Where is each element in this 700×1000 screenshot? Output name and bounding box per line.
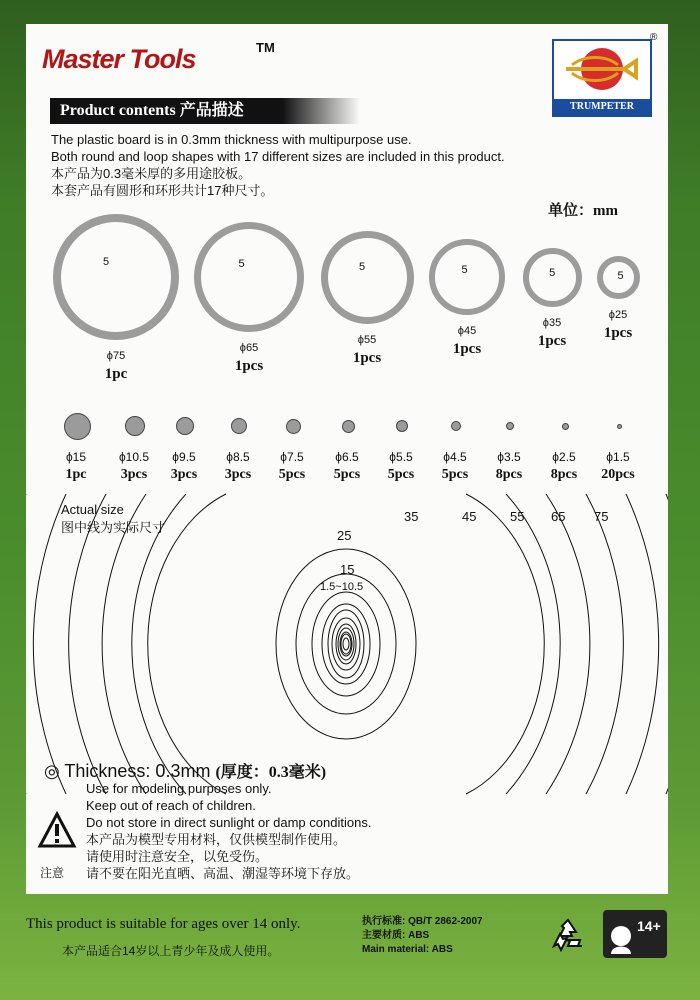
ring-diameter-label: ϕ35	[542, 316, 562, 329]
ring-width-label: 5	[238, 258, 245, 271]
warning-label: 注意	[40, 866, 65, 880]
disc-count: 5pcs	[387, 467, 415, 482]
ring-diameter-label: ϕ65	[239, 342, 259, 354]
disc-size-label: ϕ6.5	[335, 450, 359, 464]
ring-width-label: 5	[103, 255, 110, 268]
actual-size-label: 45	[462, 509, 477, 524]
disc-size-label: ϕ10.5	[118, 450, 150, 464]
actual-size-label: 1.5~10.5	[320, 581, 364, 593]
spec-material-en: Main material: ABS	[362, 944, 453, 955]
disc-size-label: ϕ8.5	[226, 450, 250, 464]
actual-size-label: 15	[340, 562, 355, 577]
ring-width-label: 5	[617, 269, 624, 282]
age-warning-cn: 本产品适合14岁以上青少年及成人使用。	[62, 944, 280, 958]
warning-line-1: Use for modeling purposes only.	[86, 781, 272, 796]
ring-count: 1pcs	[537, 332, 567, 349]
warning-line-6: 请不要在阳光直晒、高温、潮湿等环境下存放。	[86, 866, 360, 881]
ring-width-label: 5	[461, 264, 468, 277]
warning-text	[86, 780, 371, 882]
age-text: 14+	[637, 918, 661, 934]
ring-width-label: 5	[549, 266, 556, 279]
registered-mark: ®	[650, 32, 658, 43]
ring-count: 1pcs	[452, 341, 482, 357]
intro-line-4: 本套产品有圆形和环形共计17种尺寸。	[51, 183, 274, 198]
age-badge	[603, 910, 667, 958]
ring-count: 1pcs	[234, 358, 264, 374]
intro-line-2: Both round and loop shapes with 17 different sizes are included in this product.	[51, 149, 505, 164]
actual-size-label: 35	[404, 509, 419, 524]
warning-icon	[36, 810, 78, 852]
ring-diameter-label: ϕ75	[106, 350, 126, 362]
size-circle	[296, 574, 396, 714]
disc-count: 1pc	[65, 467, 87, 482]
target-icon: ◎	[44, 761, 60, 781]
disc-count: 3pcs	[120, 467, 148, 482]
thickness-cn: (厚度：0.3毫米)	[215, 764, 327, 781]
thickness-en: Thickness: 0.3mm	[64, 761, 211, 781]
disc-count: 8pcs	[495, 467, 523, 482]
disc-count: 20pcs	[601, 467, 635, 482]
ring-diameter-label: ϕ25	[608, 308, 628, 321]
brand-logo: Master Tools	[42, 44, 196, 74]
size-circle	[322, 604, 370, 684]
ring-diameter-label: ϕ45	[457, 325, 477, 337]
disc-count: 5pcs	[441, 467, 469, 482]
ring-count: 1pcs	[603, 324, 633, 341]
trademark-mark: TM	[256, 40, 275, 55]
ring-count: 1pcs	[352, 349, 382, 366]
spec-standard: 执行标准: QB/T 2862-2007	[362, 916, 483, 927]
thickness-line	[44, 759, 326, 782]
disc-count: 3pcs	[224, 467, 252, 482]
warning-line-2: Keep out of reach of children.	[86, 798, 256, 813]
actual-size-label: 55	[510, 509, 525, 524]
disc-size-label: ϕ2.5	[552, 450, 576, 464]
actual-size-en: Actual size	[61, 502, 124, 517]
disc-size-label: ϕ4.5	[443, 450, 467, 464]
disc-size-label: ϕ1.5	[606, 450, 630, 464]
disc-count: 5pcs	[333, 467, 361, 482]
intro-line-3: 本产品为0.3毫米厚的多用途胶板。	[51, 166, 252, 181]
disc-size-label: ϕ3.5	[497, 450, 521, 464]
actual-size-cn: 图中线为实际尺寸	[61, 520, 166, 535]
actual-size-label: 25	[337, 528, 352, 543]
size-circle	[343, 638, 349, 650]
size-circle	[276, 549, 416, 739]
warning-line-3: Do not store in direct sunlight or damp conditions.	[86, 815, 372, 830]
ring-count: 1pc	[104, 366, 128, 382]
warning-line-4: 本产品为模型专用材料，仅供模型制作使用。	[86, 832, 347, 847]
ring-width-label: 5	[358, 261, 366, 274]
disc-size-label: ϕ15	[65, 450, 87, 464]
size-circle	[328, 610, 364, 678]
disc-count: 5pcs	[278, 467, 306, 482]
disc-size-label: ϕ9.5	[172, 450, 196, 464]
size-circle	[340, 632, 352, 656]
actual-size-label: 65	[551, 509, 566, 524]
ring-diameter-label: ϕ55	[357, 333, 377, 346]
unit-label: 单位：mm	[548, 203, 618, 219]
disc-count: 8pcs	[550, 467, 578, 482]
recycle-icon	[546, 916, 590, 956]
age-warning-en: This product is suitable for ages over 14 only.	[26, 916, 301, 932]
product-sheet	[26, 24, 668, 894]
section-title: Product contents 产品描述	[50, 98, 360, 124]
actual-size-label: 75	[594, 509, 609, 524]
disc-size-label: ϕ5.5	[389, 450, 413, 464]
intro-line-1: The plastic board is in 0.3mm thickness with multipurpose use.	[51, 132, 412, 147]
size-circle	[336, 624, 356, 664]
disc-count: 3pcs	[170, 467, 198, 482]
trumpeter-text: TRUMPETER	[554, 99, 650, 115]
warning-line-5: 请使用时注意安全，以免受伤。	[86, 849, 269, 864]
material-specs	[362, 915, 483, 957]
spec-material-cn: 主要材质: ABS	[362, 930, 430, 941]
disc-size-label: ϕ7.5	[280, 450, 304, 464]
